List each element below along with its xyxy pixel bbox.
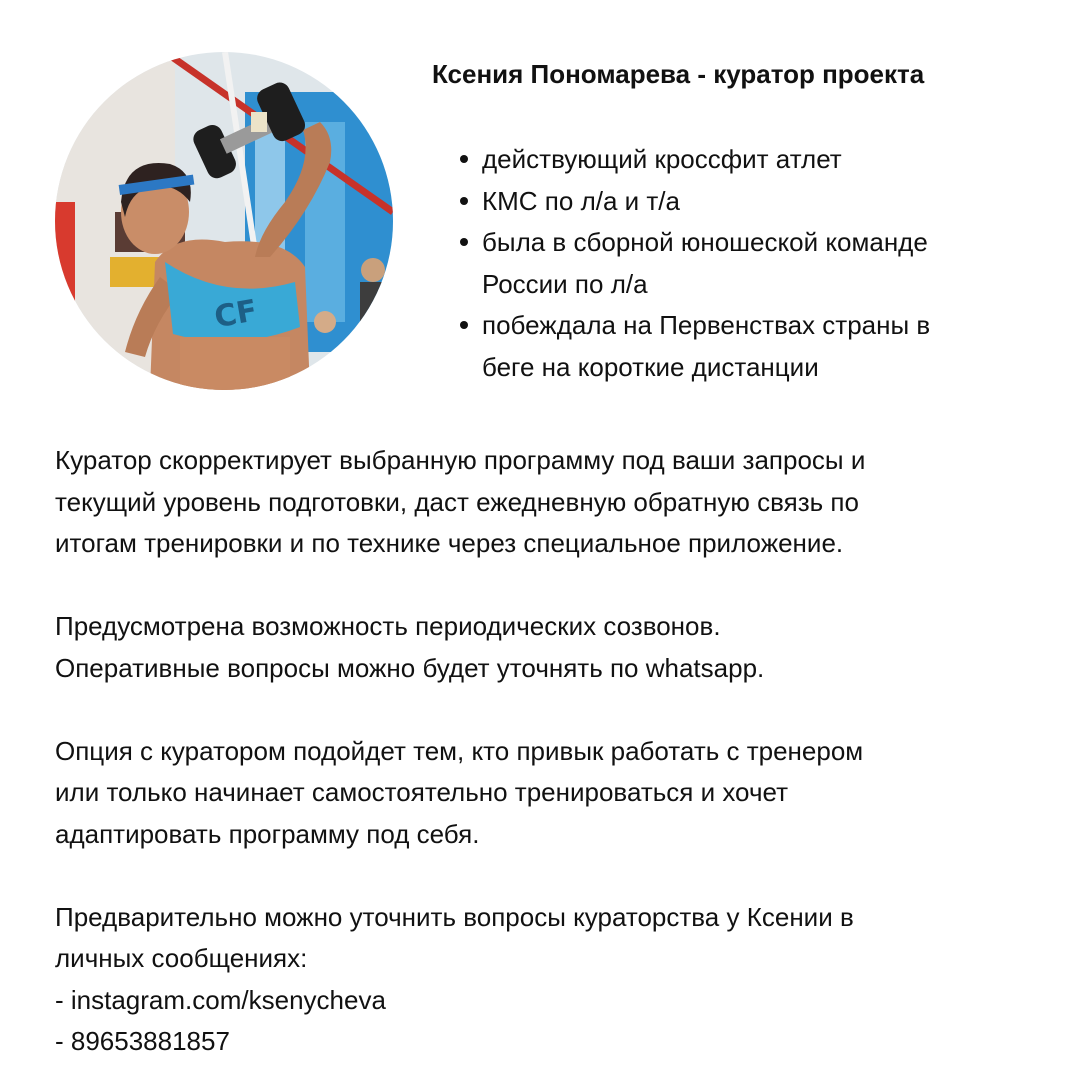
text-line: Опция с куратором подойдет тем, кто привык работать с тренером (55, 735, 864, 766)
list-item (456, 305, 1022, 388)
text-line: или только начинает самостоятельно тренироваться и хочет (55, 777, 788, 807)
curator-photo (55, 52, 393, 390)
text-line: Оперативные вопросы можно будет уточнять по whatsapp. (55, 652, 765, 683)
list-item (456, 181, 1022, 223)
paragraph-contacts (55, 897, 1045, 1063)
text-line: итогам тренировки и по технике через специальное приложение. (55, 528, 844, 558)
paragraph-curator-role (55, 440, 1045, 565)
paragraph-audience (55, 731, 1045, 856)
text-line: личных сообщениях: (55, 943, 308, 973)
shirt-logo: CF (211, 293, 260, 336)
list-item-line: КМС по л/а и т/а (482, 185, 680, 216)
text-line: адаптировать программу под себя. (55, 818, 480, 849)
curator-achievements-list (456, 139, 1022, 388)
paragraph-calls (55, 606, 1045, 689)
text-line: Предусмотрена возможность периодических созвонов. (55, 611, 721, 641)
list-item (456, 139, 1022, 181)
athlete-image (55, 52, 393, 390)
phone-number[interactable]: - 89653881857 (55, 1026, 230, 1056)
list-item-line: России по л/а (482, 268, 648, 299)
text-line: Куратор скорректирует выбранную программу под ваши запросы и (55, 445, 866, 475)
text-line: текущий уровень подготовки, даст ежедневную обратную связь по (55, 486, 859, 517)
text-line: Предварительно можно уточнить вопросы кураторства у Ксении в (55, 901, 854, 932)
curator-title: Ксения Пономарева - куратор проекта (432, 59, 925, 89)
list-item-line: была в сборной юношеской команде (482, 227, 928, 257)
list-item-line: беге на короткие дистанции (482, 351, 819, 382)
list-item-line: побеждала на Первенствах страны в (482, 310, 931, 340)
list-item (456, 222, 1022, 305)
list-item-line: действующий кроссфит атлет (482, 144, 842, 174)
description (55, 440, 1045, 1063)
instagram-link[interactable]: - instagram.com/ksenycheva (55, 984, 386, 1015)
